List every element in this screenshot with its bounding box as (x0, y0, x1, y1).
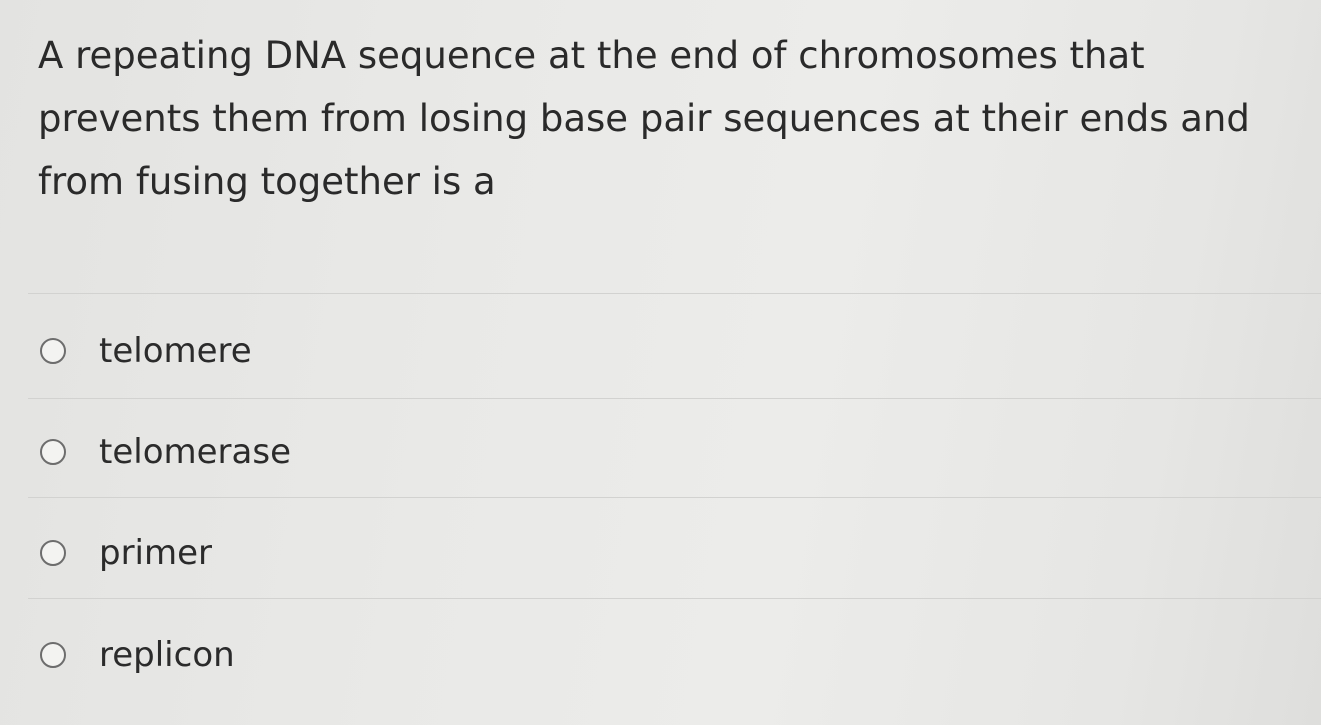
option-replicon[interactable] (40, 635, 235, 675)
divider (28, 398, 1321, 399)
divider (28, 497, 1321, 498)
question-text: A repeating DNA sequence at the end of chromosomes that prevents them from losing base pair sequences at their ends and from fusing together is a (38, 34, 1250, 203)
radio-button[interactable] (40, 540, 66, 566)
radio-button[interactable] (40, 642, 66, 668)
divider (28, 598, 1321, 599)
divider (28, 293, 1321, 294)
option-telomere[interactable] (40, 331, 252, 371)
option-telomerase[interactable] (40, 432, 291, 472)
option-label: telomerase (99, 432, 291, 472)
option-label: replicon (99, 635, 235, 675)
option-label: telomere (99, 331, 252, 371)
radio-button[interactable] (40, 338, 66, 364)
radio-button[interactable] (40, 439, 66, 465)
option-primer[interactable] (40, 533, 212, 573)
option-label: primer (99, 533, 213, 573)
